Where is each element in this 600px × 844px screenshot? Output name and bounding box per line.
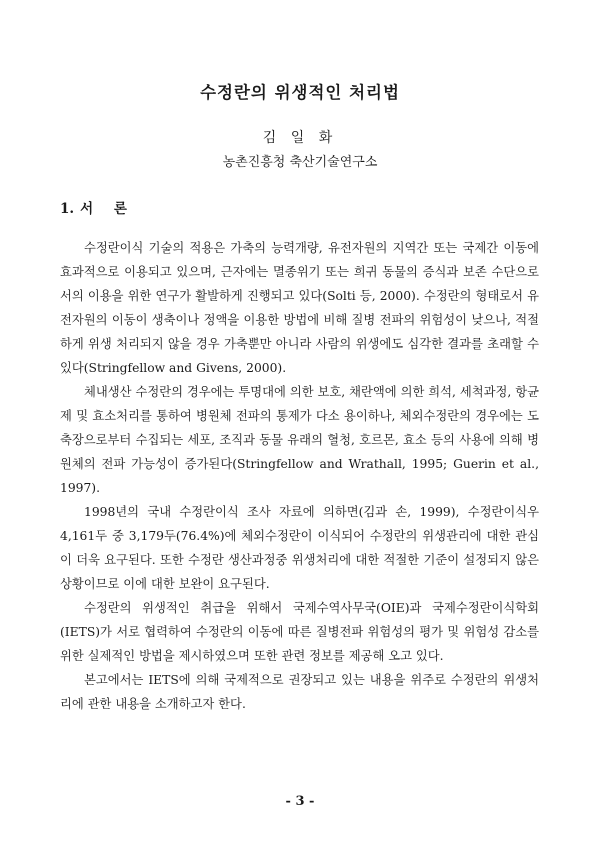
paragraph: 체내생산 수정란의 경우에는 투명대에 의한 보호, 채란액에 의한 희석, 세척과정, 항균제 및 효소처리를 통하여 병원체 전파의 통제가 다소 용이하나, 체외수정란의 경우에는 도축장으로부터 수집되는 세포, 조직과 동물 유래의 혈청, 호르몬, 효소 등의 사용에 의해 병원체의 전파 가능성이 증가된다(Stringfellow and Wrathall, 1995; Guerin et al., 1997). <box>60 385 539 495</box>
section-title: 서 론 <box>80 201 135 217</box>
paragraph: 본고에서는 IETS에 의해 국제적으로 권장되고 있는 내용을 위주로 수정란의 위생처리에 관한 내용을 소개하고자 한다. <box>60 673 539 711</box>
paragraph: 수정란의 위생적인 취급을 위해서 국제수역사무국(OIE)과 국제수정란이식학회(IETS)가 서로 협력하여 수정란의 이동에 따른 질병전파 위험성의 평가 및 위험성 감소를 위한 실제적인 방법을 제시하였으며 또한 관련 정보를 제공해 오고 있다. <box>60 601 539 663</box>
author-affiliation: 농촌진흥청 축산기술연구소 <box>222 155 378 170</box>
section-heading <box>60 197 135 217</box>
page-number: - 3 - <box>285 794 315 809</box>
document-title: 수정란의 위생적인 처리법 <box>200 83 400 102</box>
paragraph: 수정란이식 기술의 적용은 가축의 능력개량, 유전자원의 지역간 또는 국제간 이동에 효과적으로 이용되고 있으며, 근자에는 멸종위기 또는 희귀 동물의 증식과 보존 수단으로서의 이용을 위한 연구가 활발하게 진행되고 있다(Solti 등, 2000). 수정란의 형태로서 유전자원의 이동이 생축이나 정액을 이용한 방법에 비해 질병 전파의 위험성이 낮으나, 적절하게 위생 처리되지 않을 경우 가축뿐만 아니라 사람의 위생에도 심각한 결과를 초래할 수 있다(Stringfellow and Givens, 2000). <box>60 241 539 375</box>
author-name: 김 일 화 <box>262 130 338 146</box>
paragraph: 1998년의 국내 수정란이식 조사 자료에 의하면(김과 손, 1999), 수정란이식우 4,161두 중 3,179두(76.4%)에 체외수정란이 이식되어 수정란의 위생관리에 대한 관심이 더욱 요구된다. 또한 수정란 생산과정중 위생처리에 대한 적절한 기준이 설정되지 않은 상황이므로 이에 대한 보완이 요구된다. <box>60 505 539 591</box>
section-number: 1. <box>60 201 75 217</box>
body-text <box>60 236 539 716</box>
